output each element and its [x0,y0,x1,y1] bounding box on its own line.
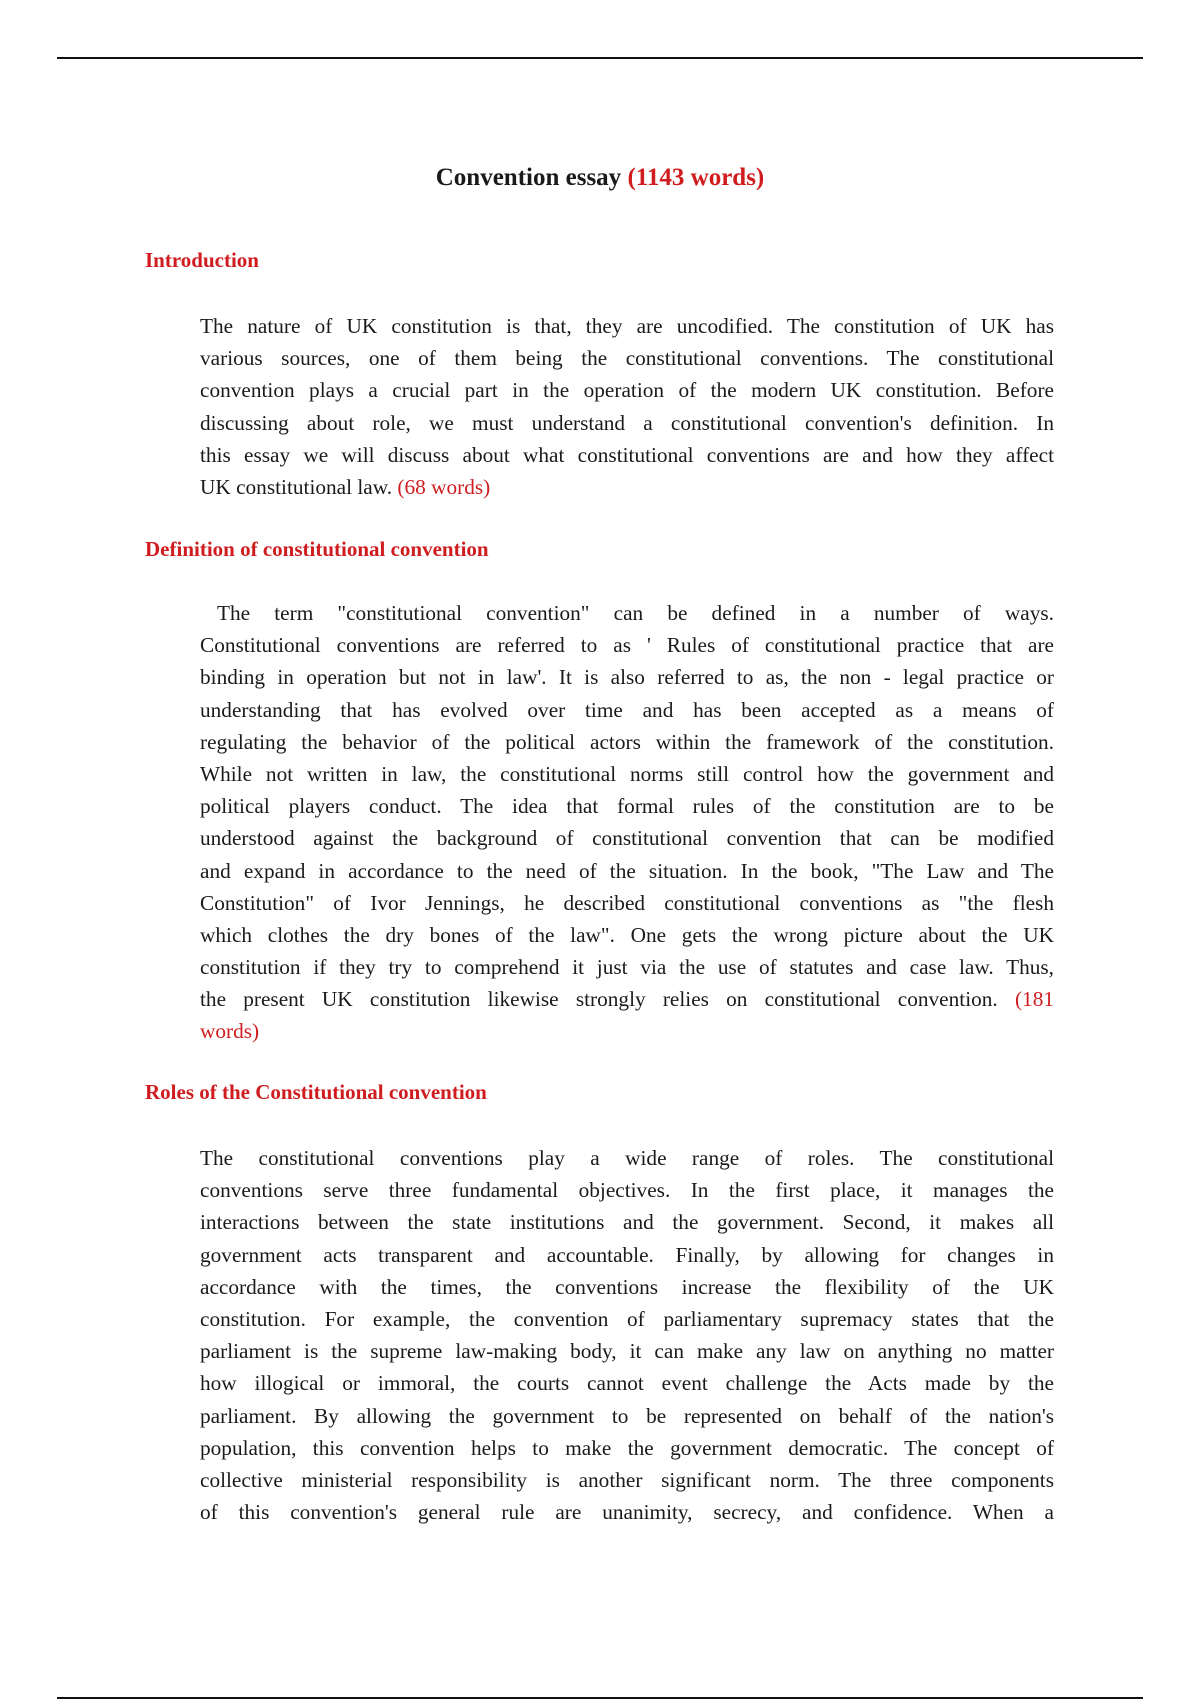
text-line [200,1142,1054,1174]
line-text: accordance with the times, the conventions increase the flexibility of the UK [200,1274,1054,1299]
line-text: various sources, one of them being the constitutional conventions. The constitutional [200,346,1054,371]
line-text: While not written in law, the constitutional norms still control how the government and [200,761,1054,786]
text-line [200,661,1054,693]
text-line [200,471,1054,503]
line-text: The term "constitutional convention" can be defined in a number of ways. [217,601,1054,625]
text-line [200,919,1054,951]
line-text: the present UK constitution likewise strongly relies on constitutional convention. [200,987,1015,1012]
line-text: constitution. For example, the convention of parliamentary supremacy states that the [200,1306,1054,1331]
title-word-count: (1143 words) [627,164,765,191]
line-text: The nature of UK constitution is that, they are uncodified. The constitution of UK has [200,314,1054,338]
title-text: Convention essay [435,164,622,191]
text-line [200,1367,1054,1399]
word-count-note: (181 [1014,987,1054,1012]
line-text: this essay we will discuss about what constitutional conventions are and how they affect [200,442,1054,467]
section-heading-roles: Roles of the Constitutional convention [145,1080,487,1104]
line-text: discussing about role, we must understand a constitutional convention's definition. In [200,410,1054,435]
text-line [200,1206,1054,1238]
line-text: interactions between the state institutions and the government. Second, it makes all [200,1210,1054,1235]
line-text: and expand in accordance to the need of the situation. In the book, "The Law and The [200,858,1054,883]
document-title [0,164,1200,192]
paragraph-introduction [200,310,1054,503]
text-line [200,1335,1054,1367]
line-text: collective ministerial responsibility is another significant norm. The three components [200,1467,1054,1492]
word-count-note: words) [200,1019,260,1044]
paragraph-roles [200,1142,1054,1528]
line-text: parliament. By allowing the government to be represented on behalf of the nation's [200,1403,1054,1428]
text-line [200,310,1054,342]
line-text: understanding that has evolved over time and has been accepted as a means of [200,697,1054,722]
text-line [200,597,1054,629]
top-rule [57,57,1143,59]
line-text: binding in operation but not in law'. It is also referred to as, the non - legal practice or [200,665,1054,690]
line-text: political players conduct. The idea that formal rules of the constitution are to be [200,794,1054,819]
line-text: of this convention's general rule are unanimity, secrecy, and confidence. When a [200,1500,1054,1525]
line-text: understood against the background of constitutional convention that can be modified [200,826,1054,851]
paragraph-definition [200,597,1054,1048]
text-line [200,1271,1054,1303]
text-line [200,887,1054,919]
text-line [200,983,1054,1015]
text-line [200,1432,1054,1464]
line-text: conventions serve three fundamental objectives. In the first place, it manages the [200,1178,1054,1203]
text-line [200,342,1054,374]
line-text: regulating the behavior of the political actors within the framework of the constitution. [200,729,1054,754]
line-text: constitution if they try to comprehend it just via the use of statutes and case law. Thus, [200,955,1054,980]
line-text: Constitutional conventions are referred to as ' Rules of constitutional practice that are [200,633,1054,658]
line-text: UK constitutional law. [200,474,398,499]
word-count-note: (68 words) [397,474,491,499]
line-text: population, this convention helps to make the government democratic. The concept of [200,1435,1054,1460]
text-line [200,758,1054,790]
line-text: The constitutional conventions play a wide range of roles. The constitutional [200,1146,1054,1170]
text-line [200,1239,1054,1271]
line-text: Constitution" of Ivor Jennings, he described constitutional conventions as "the flesh [200,890,1054,915]
bottom-rule [57,1697,1143,1699]
section-heading-introduction: Introduction [145,248,259,272]
section-heading-definition: Definition of constitutional convention [145,537,489,561]
text-line [200,629,1054,661]
text-line [200,726,1054,758]
text-line [200,407,1054,439]
text-line [200,694,1054,726]
line-text: government acts transparent and accountable. Finally, by allowing for changes in [200,1242,1054,1267]
text-line [200,951,1054,983]
text-line [200,822,1054,854]
text-line [200,1174,1054,1206]
text-line [200,790,1054,822]
line-text: which clothes the dry bones of the law". One gets the wrong picture about the UK [200,922,1054,947]
line-text: convention plays a crucial part in the operation of the modern UK constitution. Before [200,378,1054,403]
line-text: parliament is the supreme law-making body, it can make any law on anything no matter [200,1339,1054,1364]
text-line [200,1400,1054,1432]
text-line [200,1464,1054,1496]
text-line [200,1015,1054,1047]
text-line [200,855,1054,887]
text-line [200,1303,1054,1335]
text-line [200,1496,1054,1528]
line-text: how illogical or immoral, the courts cannot event challenge the Acts made by the [200,1371,1054,1396]
text-line [200,374,1054,406]
text-line [200,439,1054,471]
